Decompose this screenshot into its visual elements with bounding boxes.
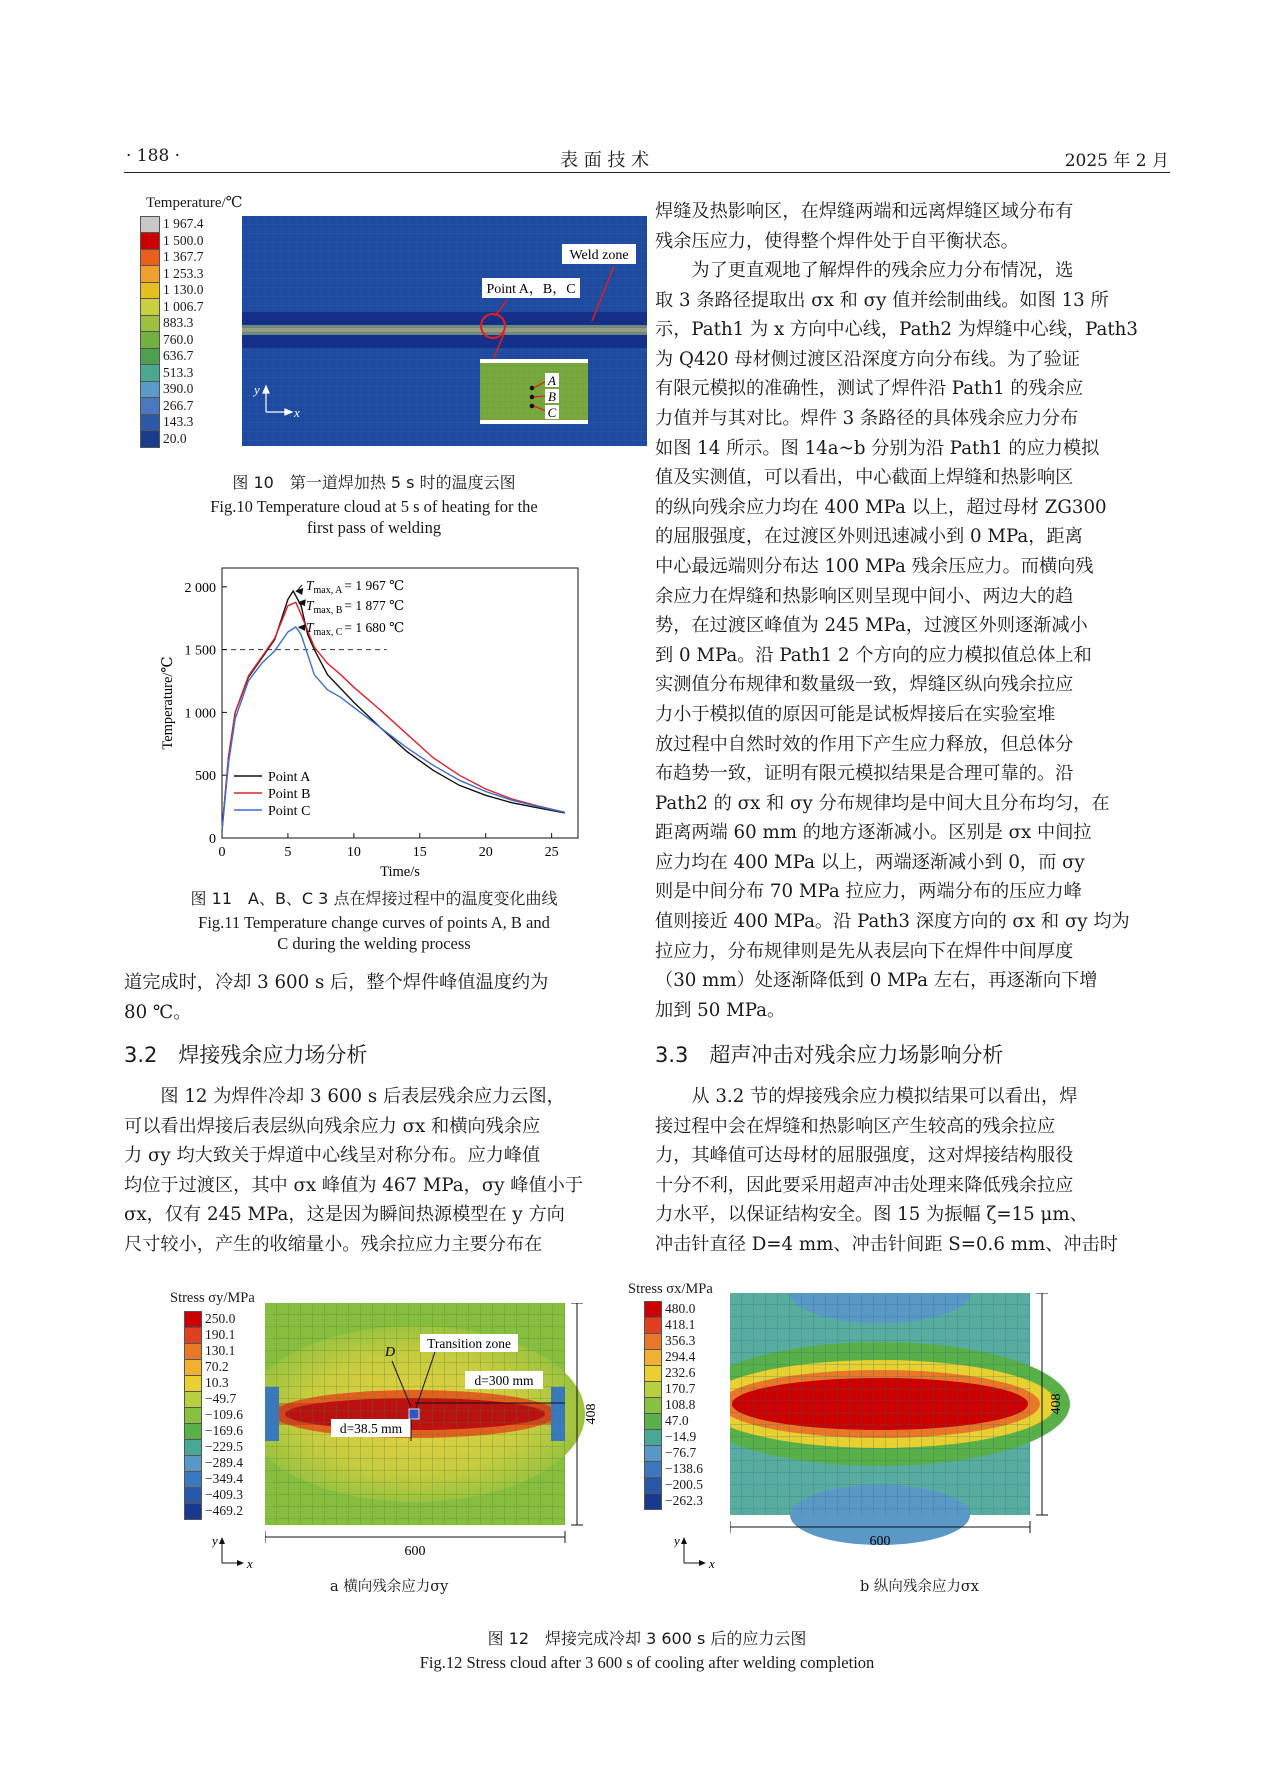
- legend-label: −262.3: [665, 1493, 703, 1508]
- legend-swatch: [140, 315, 160, 333]
- header-rule: [124, 172, 1170, 173]
- legend-swatch: [644, 1333, 662, 1350]
- legend-swatch: [184, 1327, 202, 1344]
- legend-label: 266.7: [163, 397, 194, 413]
- fig12a-axis-y: y: [212, 1533, 218, 1548]
- legend-row: [184, 1487, 243, 1503]
- text-line: 距离两端 60 mm 的地方逐渐减小。区别是 σx 中间拉: [655, 822, 1092, 844]
- fig10-legend: [140, 216, 204, 447]
- x-tick-label: 20: [478, 845, 493, 860]
- legend-label: −109.6: [205, 1407, 243, 1422]
- text-line: 图 12 为焊件冷却 3 600 s 后表层残余应力云图，: [160, 1086, 565, 1107]
- annotation-subscript: max, C: [313, 627, 343, 638]
- legend-row: [140, 233, 204, 250]
- fig11-caption-en1: Fig.11 Temperature change curves of points A, B and: [198, 913, 550, 932]
- legend-row: [644, 1461, 703, 1477]
- legend-label: 108.8: [665, 1397, 696, 1412]
- legend-swatch: [140, 430, 160, 448]
- text-line: 势，在过渡区峰值为 245 MPa，过渡区外则逐渐减小: [655, 615, 1088, 637]
- text-line: 力水平，以保证结构安全。图 15 为振幅 ζ=15 μm、: [655, 1204, 1088, 1226]
- legend-row: [140, 414, 204, 431]
- legend-row: [644, 1381, 703, 1397]
- journal-name: 表 面 技 术: [560, 150, 650, 171]
- text-line: Path2 的 σx 和 σy 分布规律均是中间大且分布均匀，在: [655, 792, 1110, 814]
- legend-swatch: [644, 1397, 662, 1414]
- fig12b-contour: [730, 1293, 1090, 1623]
- text-line: 尺寸较小，产生的收缩量小。残余拉应力主要分布在: [124, 1233, 543, 1255]
- right-column-paragraph-3: [655, 1082, 1151, 1260]
- legend-row: [184, 1391, 243, 1407]
- legend-swatch: [140, 348, 160, 366]
- legend-swatch: [184, 1407, 202, 1424]
- legend-row: [644, 1477, 703, 1493]
- legend-label: 883.3: [163, 315, 194, 330]
- legend-row: [644, 1365, 703, 1381]
- legend-swatch: [184, 1455, 202, 1472]
- text-line: （30 mm）处逐渐降低到 0 MPa 左右，再逐渐向下增: [655, 970, 1098, 992]
- legend-row: [184, 1359, 243, 1375]
- legend-row: [644, 1317, 703, 1333]
- legend-label: −200.5: [665, 1477, 703, 1492]
- text-line: 有限元模拟的准确性，测试了焊件沿 Path1 的残余应: [655, 378, 1084, 400]
- fig12a-legend-title: Stress σy/MPa: [170, 1290, 255, 1306]
- legend-label: 170.7: [665, 1381, 696, 1396]
- legend-label-2: Point B: [268, 787, 311, 802]
- legend-swatch: [184, 1311, 202, 1328]
- legend-row: [184, 1343, 243, 1359]
- fig10-axis-y: y: [254, 382, 260, 397]
- legend-label: −469.2: [205, 1503, 243, 1518]
- legend-swatch: [184, 1487, 202, 1504]
- legend-row: [140, 282, 204, 299]
- text-line: 示，Path1 为 x 方向中心线，Path2 为焊缝中心线，Path3: [655, 319, 1138, 341]
- legend-row: [184, 1439, 243, 1455]
- x-tick-label: 5: [284, 845, 292, 860]
- annotation-label: [306, 598, 404, 616]
- text-line: 焊缝及热影响区，在焊缝两端和远离焊缝区域分布有: [655, 201, 1074, 222]
- x-tick-label: 15: [412, 845, 427, 860]
- annotation-value: = 1 680 ℃: [344, 620, 405, 635]
- legend-swatch: [140, 282, 160, 300]
- text-line: 均位于过渡区，其中 σx 峰值为 467 MPa，σy 峰值小于: [124, 1174, 584, 1196]
- legend-row: [644, 1349, 703, 1365]
- legend-swatch: [644, 1301, 662, 1318]
- text-line: σx，仅有 245 MPa，这是因为瞬间热源模型在 y 方向: [124, 1204, 565, 1226]
- fig12a-label-d: D: [385, 1345, 396, 1360]
- legend-swatch: [644, 1461, 662, 1478]
- legend-row: [644, 1397, 703, 1413]
- legend-row: [184, 1471, 243, 1487]
- legend-swatch: [644, 1317, 662, 1334]
- text-line: 力，其峰值可达母材的屈服强度，这对焊接结构服役: [655, 1145, 1074, 1167]
- legend-label: 70.2: [205, 1359, 229, 1374]
- fig12b-axis-x: x: [709, 1556, 715, 1571]
- text-line: 的纵向残余应力均在 400 MPa 以上，超过母材 ZG300: [655, 496, 1107, 518]
- annotation-arrowhead: [298, 624, 306, 631]
- legend-label: 390.0: [163, 381, 194, 396]
- legend-label: 130.1: [205, 1343, 236, 1358]
- page-number: · 188 ·: [126, 146, 181, 166]
- legend-label: −349.4: [205, 1471, 243, 1486]
- legend-label: 143.3: [163, 414, 194, 429]
- fig10-caption-en1: Fig.10 Temperature cloud at 5 s of heating for the: [210, 497, 538, 516]
- fig12a-dim-h: 408: [584, 1403, 599, 1425]
- legend-swatch: [644, 1381, 662, 1398]
- legend-swatch: [644, 1477, 662, 1494]
- legend-swatch: [184, 1359, 202, 1376]
- legend-label: −169.6: [205, 1423, 243, 1438]
- legend-label: 232.6: [665, 1365, 696, 1380]
- legend-row: [140, 431, 204, 448]
- fig12b-subcaption: b 纵向残余应力σx: [860, 1579, 979, 1595]
- legend-label-3: Point C: [268, 804, 311, 819]
- legend-swatch: [140, 249, 160, 267]
- text-line: 力 σy 均大致关于焊道中心线呈对称分布。应力峰值: [124, 1145, 541, 1167]
- legend-swatch: [184, 1439, 202, 1456]
- text-line: 力值并与其对比。焊件 3 条路径的具体残余应力分布: [655, 407, 1079, 429]
- legend-swatch: [140, 232, 160, 250]
- legend-label: 1 967.4: [163, 216, 204, 231]
- x-tick-label: 25: [544, 845, 559, 860]
- legend-label: 356.3: [665, 1333, 696, 1348]
- legend-row: [140, 365, 204, 382]
- fig12a-axis-x: x: [247, 1556, 253, 1571]
- text-line: 可以看出焊接后表层纵向残余应力 σx 和横向残余应: [124, 1115, 541, 1137]
- section-3-2-heading: 3.2 焊接残余应力场分析: [124, 1043, 368, 1067]
- legend-swatch: [140, 381, 160, 399]
- fig12b-legend-title: Stress σx/MPa: [628, 1281, 713, 1297]
- fig10-contour: [242, 216, 647, 446]
- legend-swatch: [644, 1429, 662, 1446]
- legend-swatch: [184, 1503, 202, 1520]
- legend-label: 1 253.3: [163, 265, 204, 281]
- fig12-caption-cn: 图 12 焊接完成冷却 3 600 s 后的应力云图: [487, 1629, 807, 1648]
- legend-swatch: [644, 1445, 662, 1462]
- fig12a-subcaption: a 横向残余应力σy: [330, 1579, 449, 1595]
- legend-swatch: [140, 216, 160, 234]
- legend-label: −289.4: [205, 1455, 243, 1470]
- legend-row: [140, 249, 204, 266]
- text-line: 为了更直观地了解焊件的残余应力分布情况，选: [691, 260, 1074, 281]
- legend-row: [184, 1423, 243, 1439]
- legend-swatch: [140, 364, 160, 382]
- text-line: 放过程中自然时效的作用下产生应力释放，但总体分: [655, 733, 1074, 755]
- y-tick-label: 1 000: [184, 706, 216, 722]
- text-line: 加到 50 MPa。: [655, 999, 786, 1021]
- text-line: 应力均在 400 MPa 以上，两端逐渐减小到 0，而 σy: [655, 851, 1085, 873]
- legend-swatch: [184, 1423, 202, 1440]
- annotation-symbol: T: [306, 620, 314, 635]
- text-line: 中心最远端则分布达 100 MPa 残余压应力。而横向残: [655, 555, 1094, 577]
- y-tick-label: 0: [209, 832, 216, 847]
- legend-row: [140, 381, 204, 398]
- text-line: 值则接近 400 MPa。沿 Path3 深度方向的 σx 和 σy 均为: [655, 911, 1130, 933]
- legend-row: [140, 398, 204, 415]
- legend-swatch: [140, 298, 160, 316]
- annotation-symbol: T: [306, 578, 314, 593]
- legend-swatch: [140, 265, 160, 283]
- annotation-symbol: T: [306, 598, 314, 613]
- fig11-caption-en2: C during the welding process: [277, 934, 471, 953]
- text-line: 力小于模拟值的原因可能是试板焊接后在实验室堆: [655, 703, 1056, 725]
- legend-swatch: [140, 414, 160, 432]
- x-axis-label: Time/s: [380, 864, 420, 880]
- legend-row: [140, 266, 204, 283]
- legend-label: 1 130.0: [163, 282, 204, 297]
- legend-row: [644, 1493, 703, 1509]
- text-line: 实测值分布规律和数量级一致，焊缝区纵向残余拉应: [655, 674, 1074, 696]
- legend-row: [184, 1407, 243, 1423]
- fig10-pt-c: C: [547, 405, 557, 420]
- legend-row: [140, 299, 204, 316]
- legend-label: 294.4: [665, 1349, 696, 1364]
- fig12b-axis-y: y: [674, 1533, 680, 1548]
- legend-label: −14.9: [665, 1429, 697, 1444]
- text-line: 十分不利，因此要采用超声冲击处理来降低残余拉应: [655, 1174, 1074, 1196]
- legend-label: 250.0: [205, 1311, 236, 1326]
- annotation-value: = 1 877 ℃: [344, 598, 405, 613]
- legend-swatch: [184, 1391, 202, 1408]
- text-line: 到 0 MPa。沿 Path1 2 个方向的应力模拟值总体上和: [655, 644, 1092, 666]
- text-line: 的屈服强度，在过渡区外则迅速减小到 0 MPa，距离: [655, 526, 1083, 548]
- legend-label: −409.3: [205, 1487, 243, 1502]
- fig12b-dim-w: 600: [869, 1534, 891, 1549]
- legend-swatch: [644, 1413, 662, 1430]
- legend-label: 1 006.7: [163, 298, 204, 314]
- legend-label: −229.5: [205, 1439, 243, 1454]
- text-line: 拉应力，分布规律则是先从表层向下在焊件中间厚度: [655, 940, 1074, 962]
- legend-row: [644, 1301, 703, 1317]
- legend-swatch: [644, 1365, 662, 1382]
- legend-row: [184, 1455, 243, 1471]
- fig12a-dim-w: 600: [404, 1544, 426, 1559]
- annotation-label: [306, 620, 404, 638]
- legend-label: −76.7: [665, 1445, 697, 1460]
- legend-label: 10.3: [205, 1375, 229, 1390]
- text-line: 值及实测值，可以看出，中心截面上焊缝和热影响区: [655, 467, 1074, 489]
- legend-row: [644, 1413, 703, 1429]
- figure-12: [150, 1283, 1150, 1623]
- left-p1-l2: 80 ℃。: [124, 1001, 192, 1023]
- legend-swatch: [184, 1343, 202, 1360]
- fig12b-legend: [644, 1301, 703, 1509]
- legend-row: [644, 1429, 703, 1445]
- fig10-axis-x: x: [294, 405, 300, 420]
- fig12b-dim-h: 408: [1049, 1393, 1064, 1415]
- figure-10: [128, 186, 648, 456]
- annotation-subscript: max, A: [313, 585, 343, 596]
- legend-row: [644, 1333, 703, 1349]
- y-tick-label: 2 000: [184, 580, 216, 596]
- legend-row: [140, 332, 204, 349]
- legend-label: 636.7: [163, 348, 194, 363]
- fig10-legend-title: Temperature/℃: [146, 195, 243, 211]
- y-tick-label: 500: [195, 769, 216, 785]
- legend-label: 480.0: [665, 1301, 696, 1316]
- fig11-chart: [150, 560, 590, 885]
- legend-label: −49.7: [205, 1391, 237, 1406]
- legend-label: 20.0: [163, 430, 187, 446]
- left-column-top: [124, 968, 620, 1027]
- left-p1-l1: 道完成时，冷却 3 600 s 后，整个焊件峰值温度约为: [124, 972, 549, 993]
- legend-label: 47.0: [665, 1413, 689, 1428]
- text-line: 取 3 条路径提取出 σx 和 σy 值并绘制曲线。如图 13 所: [655, 289, 1109, 311]
- x-tick-label: 0: [218, 845, 226, 860]
- text-line: 接过程中会在焊缝和热影响区产生较高的残余拉应: [655, 1115, 1056, 1137]
- legend-swatch: [140, 397, 160, 415]
- fig12a-label-zone: Transition zone: [427, 1336, 511, 1351]
- legend-label: 513.3: [163, 364, 194, 380]
- legend-swatch: [184, 1471, 202, 1488]
- legend-label-1: Point A: [268, 770, 311, 785]
- annotation-value: = 1 967 ℃: [344, 578, 405, 593]
- issue-date: 2025 年 2 月: [1064, 151, 1169, 171]
- text-line: 残余压应力，使得整个焊件处于自平衡状态。: [655, 230, 1019, 252]
- y-tick-label: 1 500: [184, 643, 216, 659]
- legend-row: [184, 1503, 243, 1519]
- text-line: 为 Q420 母材侧过渡区沿深度方向分布线。为了验证: [655, 348, 1080, 370]
- text-line: 则是中间分布 70 MPa 拉应力，两端分布的压应力峰: [655, 881, 1082, 903]
- fig10-caption-cn: 图 10 第一道焊加热 5 s 时的温度云图: [232, 473, 516, 492]
- legend-label: −138.6: [665, 1461, 703, 1476]
- legend-row: [644, 1445, 703, 1461]
- legend-label: 1 500.0: [163, 232, 204, 248]
- text-line: 冲击针直径 D=4 mm、冲击针间距 S=0.6 mm、冲击时: [655, 1233, 1118, 1255]
- x-tick-label: 10: [346, 845, 361, 860]
- legend-row: [184, 1375, 243, 1391]
- legend-swatch: [184, 1375, 202, 1392]
- fig10-caption-en2: first pass of welding: [306, 518, 442, 537]
- fig12a-legend: [184, 1311, 243, 1519]
- legend-label: 1 367.7: [163, 249, 204, 264]
- legend-row: [184, 1311, 243, 1327]
- fig12-caption-en: Fig.12 Stress cloud after 3 600 s of cooling after welding completion: [419, 1653, 875, 1672]
- fig10-label-points: Point A，B，C: [486, 282, 576, 297]
- fig12a-label-dlarge: d=300 mm: [474, 1373, 534, 1388]
- annotation-subscript: max, B: [313, 605, 343, 616]
- left-column-paragraph: [124, 1082, 620, 1260]
- annotation-label: [306, 578, 404, 596]
- legend-swatch: [644, 1349, 662, 1366]
- text-line: 余应力在焊缝和热影响区则呈现中间小、两边大的趋: [655, 585, 1074, 607]
- fig12b-axes: [674, 1523, 734, 1573]
- text-line: 如图 14 所示。图 14a~b 分别为沿 Path1 的应力模拟: [655, 437, 1100, 459]
- legend-row: [184, 1327, 243, 1343]
- right-column-paragraph-2: [655, 256, 1151, 1025]
- legend-row: [140, 348, 204, 365]
- legend-row: [140, 216, 204, 233]
- legend-label: 418.1: [665, 1317, 696, 1332]
- section-3-3-heading: 3.3 超声冲击对残余应力场影响分析: [655, 1043, 1004, 1067]
- fig10-pt-a: A: [548, 373, 556, 388]
- fig10-pt-b: B: [548, 389, 556, 404]
- fig12a-axes: [212, 1523, 272, 1573]
- legend-swatch: [644, 1493, 662, 1510]
- legend-swatch: [140, 331, 160, 349]
- y-axis-label: Temperature/℃: [160, 656, 176, 750]
- fig11-caption-cn: 图 11 A、B、C 3 点在焊接过程中的温度变化曲线: [190, 889, 558, 908]
- legend-row: [140, 315, 204, 332]
- text-line: 布趋势一致，证明有限元模拟结果是合理可靠的。沿: [655, 763, 1074, 785]
- fig12a-label-dsmall: d=38.5 mm: [339, 1421, 403, 1436]
- legend-label: 190.1: [205, 1327, 236, 1342]
- text-line: 从 3.2 节的焊接残余应力模拟结果可以看出，焊: [691, 1086, 1078, 1107]
- fig10-label-weld: Weld zone: [569, 248, 629, 263]
- right-column-paragraph-1: [655, 197, 1151, 256]
- legend-label: 760.0: [163, 331, 194, 347]
